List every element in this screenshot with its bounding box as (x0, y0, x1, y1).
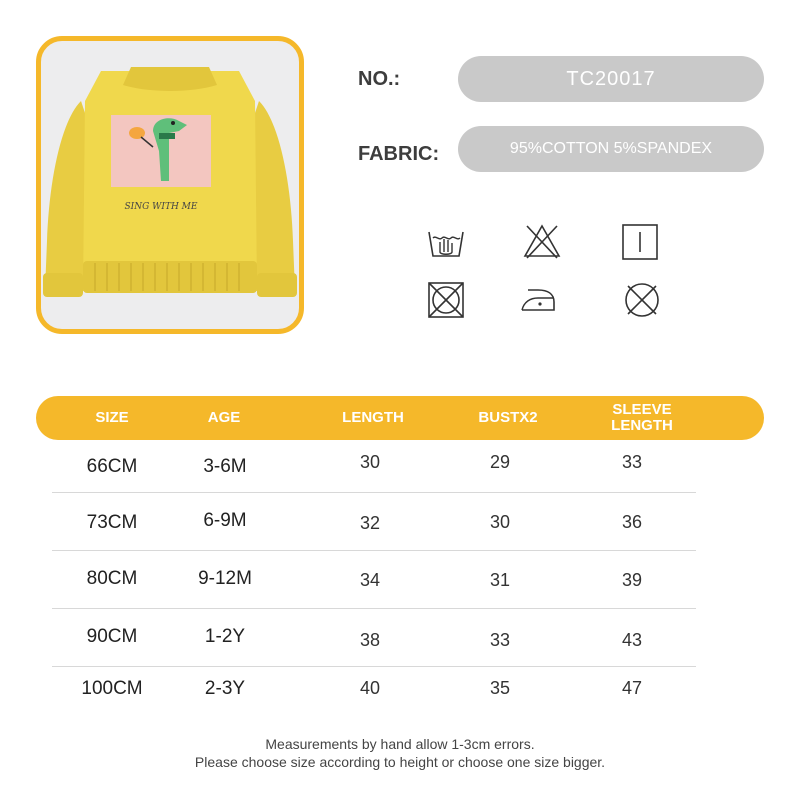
cell-sleeve: 33 (621, 452, 643, 472)
header-size: SIZE (95, 409, 129, 426)
cell-size: 73CM (86, 512, 138, 533)
iron-low-icon (518, 280, 558, 320)
size-table-header (36, 396, 764, 440)
cell-age: 3-6M (203, 456, 247, 477)
cell-length: 30 (359, 452, 381, 472)
cell-bust: 35 (489, 678, 511, 698)
cell-size: 90CM (86, 626, 138, 647)
cell-length: 40 (359, 678, 381, 698)
cell-size: 80CM (86, 568, 138, 589)
do-not-bleach-icon (522, 222, 562, 262)
cell-bust: 30 (489, 512, 511, 532)
cell-length: 38 (359, 630, 381, 650)
fabric-value: 95%COTTON 5%SPANDEX (458, 126, 764, 172)
cell-age: 9-12M (198, 568, 252, 589)
row-divider (52, 666, 696, 667)
row-divider (52, 608, 696, 609)
print-text: SING WITH ME (124, 202, 198, 212)
cell-sleeve: 43 (621, 630, 643, 650)
do-not-tumble-dry-icon (426, 280, 466, 320)
cell-sleeve: 39 (621, 570, 643, 590)
header-age: AGE (207, 409, 241, 426)
header-sleeve-length: SLEEVE LENGTH (611, 401, 673, 434)
product-photo (36, 36, 304, 334)
cell-age: 1-2Y (204, 626, 246, 647)
product-number: TC20017 (458, 56, 764, 102)
note-line-2: Please choose size according to height or choose one size bigger. (194, 754, 606, 770)
jacket-illustration (41, 41, 299, 329)
fabric-label: FABRIC: (358, 143, 440, 165)
cell-bust: 29 (489, 452, 511, 472)
hand-wash-icon (426, 222, 466, 262)
cell-size: 100CM (81, 678, 143, 699)
cell-sleeve: 47 (621, 678, 643, 698)
cell-length: 34 (359, 570, 381, 590)
no-label: NO.: (358, 68, 401, 90)
cell-age: 6-9M (203, 510, 247, 531)
row-divider (52, 550, 696, 551)
cell-length: 32 (359, 513, 381, 533)
cell-sleeve: 36 (621, 512, 643, 532)
tumble-dry-low-icon (620, 222, 660, 262)
header-bust: BUSTX2 (478, 409, 538, 426)
row-divider (52, 492, 696, 493)
note-line-1: Measurements by hand allow 1-3cm errors. (265, 736, 535, 752)
cell-bust: 31 (489, 570, 511, 590)
cell-age: 2-3Y (204, 678, 246, 699)
header-length: LENGTH (342, 409, 404, 426)
cell-size: 66CM (86, 456, 138, 477)
do-not-dry-clean-icon (622, 280, 662, 320)
cell-bust: 33 (489, 630, 511, 650)
